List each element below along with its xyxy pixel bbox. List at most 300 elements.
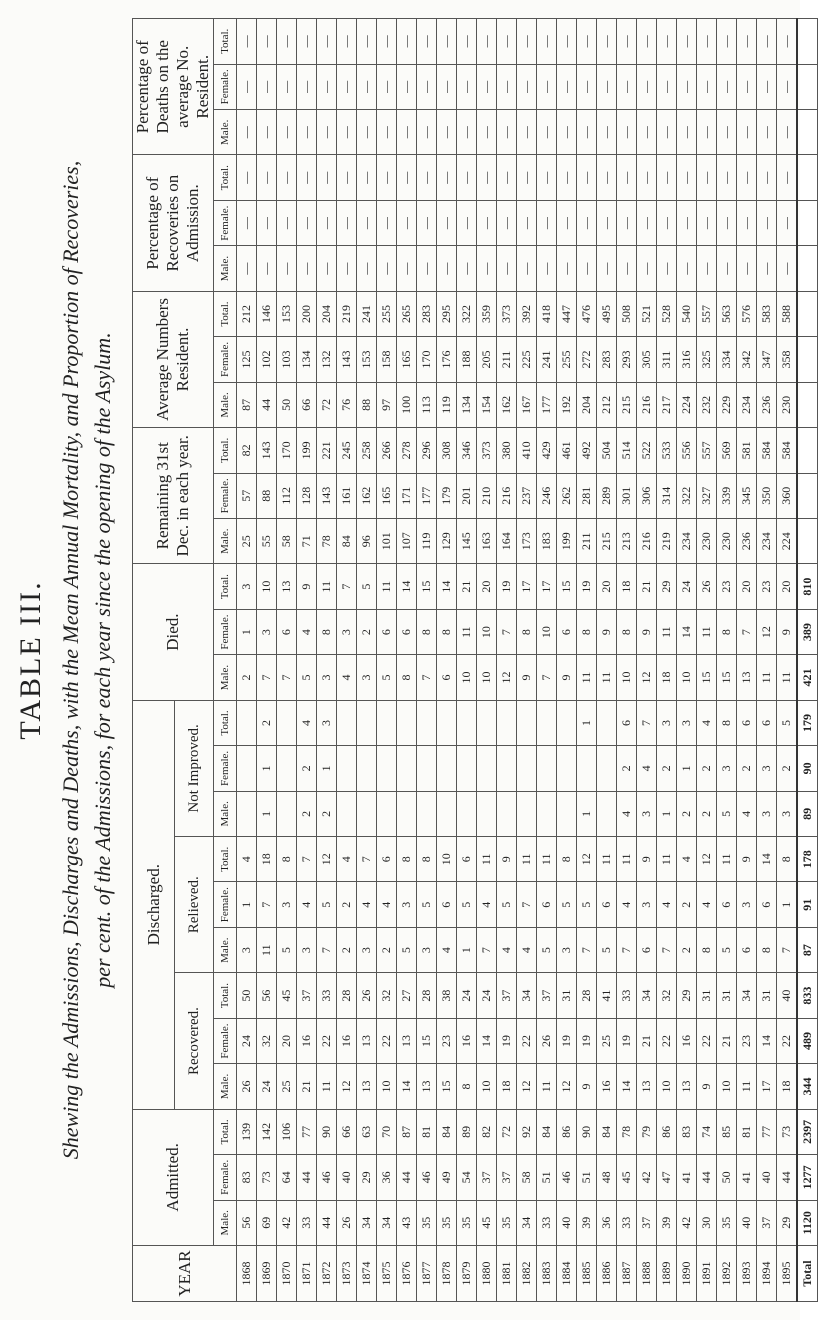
value-cell: 289 — [597, 473, 617, 518]
value-cell: 31 — [757, 973, 777, 1018]
value-cell: 84 — [437, 1109, 457, 1154]
value-cell: 514 — [617, 428, 637, 473]
value-cell: 103 — [277, 337, 297, 382]
value-cell: — — [697, 246, 717, 291]
value-cell: 4 — [477, 882, 497, 927]
value-cell: 241 — [537, 337, 557, 382]
value-cell: — — [257, 19, 277, 65]
value-cell — [417, 791, 437, 836]
value-cell: — — [637, 19, 657, 65]
value-cell: — — [417, 64, 437, 109]
value-cell: 2 — [737, 746, 757, 791]
value-cell: 17 — [757, 1064, 777, 1109]
value-cell: 36 — [377, 1155, 397, 1200]
value-cell: 78 — [317, 519, 337, 564]
value-cell: 33 — [297, 1200, 317, 1245]
col-total: Total. — [214, 1109, 237, 1154]
year-cell: 1883 — [537, 1246, 557, 1302]
value-cell: — — [237, 200, 257, 245]
value-cell: 224 — [777, 519, 798, 564]
value-cell: 86 — [557, 1109, 577, 1154]
value-cell: 314 — [657, 473, 677, 518]
value-cell: 72 — [497, 1109, 517, 1154]
value-cell: 211 — [577, 519, 597, 564]
value-cell: 134 — [297, 337, 317, 382]
value-cell: 170 — [277, 428, 297, 473]
value-cell: 6 — [737, 927, 757, 972]
value-cell: 204 — [317, 291, 337, 336]
value-cell: — — [717, 64, 737, 109]
value-cell: 15 — [717, 655, 737, 700]
value-cell: 4 — [337, 837, 357, 882]
value-cell: 43 — [397, 1200, 417, 1245]
value-cell: — — [377, 64, 397, 109]
col-total: Total. — [214, 19, 237, 65]
value-cell: 522 — [637, 428, 657, 473]
col-admitted: Admitted. — [133, 1109, 214, 1245]
value-cell: 35 — [717, 1200, 737, 1245]
value-cell: 584 — [777, 428, 798, 473]
value-cell: — — [757, 110, 777, 155]
value-cell: — — [457, 64, 477, 109]
col-male: Male. — [214, 1200, 237, 1245]
value-cell: — — [357, 64, 377, 109]
value-cell: 10 — [457, 655, 477, 700]
value-cell: 557 — [697, 291, 717, 336]
value-cell: — — [357, 110, 377, 155]
value-cell: — — [697, 64, 717, 109]
value-cell: 234 — [677, 519, 697, 564]
value-cell: 305 — [637, 337, 657, 382]
value-cell: — — [597, 64, 617, 109]
value-cell: 88 — [357, 382, 377, 427]
value-cell: 23 — [737, 1018, 757, 1063]
col-died: Died. — [133, 564, 214, 700]
value-cell: 11 — [317, 564, 337, 609]
value-cell: 90 — [317, 1109, 337, 1154]
value-cell: 3 — [357, 927, 377, 972]
value-cell: 11 — [257, 927, 277, 972]
value-cell: 28 — [417, 973, 437, 1018]
value-cell: 20 — [277, 1018, 297, 1063]
value-cell: 45 — [277, 973, 297, 1018]
value-cell: 82 — [237, 428, 257, 473]
value-cell: 24 — [257, 1064, 277, 1109]
table-row — [237, 19, 257, 1302]
value-cell: 13 — [677, 1064, 697, 1109]
total-cell — [797, 246, 818, 291]
value-cell: 504 — [597, 428, 617, 473]
value-cell: — — [537, 155, 557, 200]
col-total: Total. — [214, 564, 237, 609]
value-cell: 37 — [477, 1155, 497, 1200]
value-cell: — — [297, 64, 317, 109]
table-row — [257, 19, 277, 1302]
value-cell: 14 — [477, 1018, 497, 1063]
total-cell: 90 — [797, 746, 818, 791]
value-cell: — — [437, 246, 457, 291]
value-cell: 57 — [237, 473, 257, 518]
value-cell: 74 — [697, 1109, 717, 1154]
value-cell: — — [397, 110, 417, 155]
col-female: Female. — [214, 609, 237, 654]
total-cell: 389 — [797, 609, 818, 654]
value-cell: 145 — [457, 519, 477, 564]
col-total: Total. — [214, 973, 237, 1018]
totals-row — [797, 19, 818, 1302]
value-cell: 34 — [637, 973, 657, 1018]
year-cell: 1878 — [437, 1246, 457, 1302]
value-cell: 2 — [337, 882, 357, 927]
value-cell: 18 — [657, 655, 677, 700]
value-cell: 36 — [597, 1200, 617, 1245]
value-cell: 293 — [617, 337, 637, 382]
value-cell: 418 — [537, 291, 557, 336]
value-cell: 40 — [777, 973, 798, 1018]
value-cell: — — [557, 64, 577, 109]
value-cell: 11 — [697, 609, 717, 654]
value-cell: 1 — [257, 746, 277, 791]
value-cell: 11 — [757, 655, 777, 700]
statistics-table — [132, 18, 818, 1302]
value-cell: — — [497, 200, 517, 245]
value-cell: 8 — [317, 609, 337, 654]
value-cell: 35 — [497, 1200, 517, 1245]
value-cell: — — [417, 19, 437, 65]
value-cell: — — [397, 19, 417, 65]
value-cell: 224 — [677, 382, 697, 427]
value-cell: 51 — [537, 1155, 557, 1200]
value-cell: 2 — [677, 927, 697, 972]
table-row — [717, 19, 737, 1302]
value-cell: 278 — [397, 428, 417, 473]
value-cell: 2 — [237, 655, 257, 700]
value-cell: 7 — [337, 564, 357, 609]
value-cell: 84 — [537, 1109, 557, 1154]
value-cell: 19 — [617, 1018, 637, 1063]
value-cell: 13 — [357, 1064, 377, 1109]
value-cell: 11 — [577, 655, 597, 700]
value-cell: — — [617, 246, 637, 291]
value-cell: — — [397, 64, 417, 109]
value-cell: 3 — [317, 655, 337, 700]
value-cell: 55 — [257, 519, 277, 564]
value-cell: 540 — [677, 291, 697, 336]
value-cell: 84 — [597, 1109, 617, 1154]
value-cell: 51 — [577, 1155, 597, 1200]
value-cell: 583 — [757, 291, 777, 336]
value-cell: 143 — [317, 473, 337, 518]
value-cell: 316 — [677, 337, 697, 382]
value-cell: 7 — [357, 837, 377, 882]
value-cell: 1 — [237, 609, 257, 654]
value-cell: 45 — [617, 1155, 637, 1200]
value-cell — [597, 700, 617, 745]
value-cell: 192 — [557, 382, 577, 427]
value-cell: — — [477, 19, 497, 65]
value-cell: 447 — [557, 291, 577, 336]
value-cell: 86 — [657, 1109, 677, 1154]
value-cell: 380 — [497, 428, 517, 473]
total-cell — [797, 473, 818, 518]
value-cell: 5 — [577, 882, 597, 927]
value-cell: 255 — [377, 291, 397, 336]
value-cell: 2 — [777, 746, 798, 791]
value-cell: 22 — [517, 1018, 537, 1063]
value-cell: 205 — [477, 337, 497, 382]
value-cell: 3 — [317, 700, 337, 745]
value-cell: 176 — [437, 337, 457, 382]
value-cell: — — [737, 110, 757, 155]
value-cell: 265 — [397, 291, 417, 336]
year-cell: 1870 — [277, 1246, 297, 1302]
table-row — [757, 19, 777, 1302]
value-cell: — — [777, 19, 798, 65]
value-cell: 217 — [657, 382, 677, 427]
value-cell: 146 — [257, 291, 277, 336]
value-cell: 88 — [257, 473, 277, 518]
value-cell: — — [517, 110, 537, 155]
value-cell: — — [757, 19, 777, 65]
value-cell: 101 — [377, 519, 397, 564]
value-cell: 576 — [737, 291, 757, 336]
value-cell: 44 — [777, 1155, 798, 1200]
value-cell: 6 — [757, 700, 777, 745]
value-cell: 219 — [657, 519, 677, 564]
value-cell: 7 — [417, 655, 437, 700]
value-cell: — — [617, 64, 637, 109]
value-cell: 79 — [637, 1109, 657, 1154]
value-cell: 16 — [457, 1018, 477, 1063]
value-cell: 3 — [277, 882, 297, 927]
value-cell: 9 — [697, 1064, 717, 1109]
value-cell: 22 — [657, 1018, 677, 1063]
value-cell: 322 — [457, 291, 477, 336]
total-cell — [797, 19, 818, 65]
value-cell: 225 — [517, 337, 537, 382]
value-cell: 212 — [237, 291, 257, 336]
value-cell: 521 — [637, 291, 657, 336]
value-cell: 2 — [697, 746, 717, 791]
value-cell: 11 — [737, 1064, 757, 1109]
value-cell: 360 — [777, 473, 798, 518]
value-cell: 258 — [357, 428, 377, 473]
value-cell: — — [397, 155, 417, 200]
value-cell: 6 — [377, 609, 397, 654]
value-cell: 32 — [257, 1018, 277, 1063]
value-cell: — — [337, 246, 357, 291]
value-cell — [437, 746, 457, 791]
value-cell: 3 — [557, 927, 577, 972]
value-cell — [397, 746, 417, 791]
value-cell: — — [377, 19, 397, 65]
col-pct-deaths: Percentage of Deaths on the average No. Resident. — [133, 19, 214, 156]
value-cell: 143 — [257, 428, 277, 473]
table-row — [297, 19, 317, 1302]
value-cell: 283 — [417, 291, 437, 336]
value-cell: 8 — [617, 609, 637, 654]
value-cell: — — [337, 155, 357, 200]
value-cell: 347 — [757, 337, 777, 382]
value-cell: 54 — [457, 1155, 477, 1200]
value-cell: 10 — [537, 609, 557, 654]
value-cell: 306 — [637, 473, 657, 518]
value-cell: — — [757, 64, 777, 109]
col-relieved: Relieved. — [175, 837, 214, 973]
value-cell: — — [297, 110, 317, 155]
value-cell: 21 — [717, 1018, 737, 1063]
value-cell: 9 — [637, 609, 657, 654]
value-cell: 6 — [437, 655, 457, 700]
col-female: Female. — [214, 1018, 237, 1063]
value-cell: 44 — [297, 1155, 317, 1200]
value-cell: 533 — [657, 428, 677, 473]
value-cell: — — [577, 200, 597, 245]
year-cell: 1879 — [457, 1246, 477, 1302]
value-cell: — — [677, 200, 697, 245]
value-cell: 42 — [277, 1200, 297, 1245]
value-cell: 216 — [497, 473, 517, 518]
value-cell: 8 — [717, 700, 737, 745]
value-cell: 31 — [557, 973, 577, 1018]
value-cell: — — [577, 64, 597, 109]
value-cell: 20 — [597, 564, 617, 609]
value-cell: — — [237, 19, 257, 65]
col-year: YEAR — [133, 1246, 237, 1302]
value-cell: — — [237, 64, 257, 109]
value-cell: 15 — [437, 1064, 457, 1109]
value-cell: 15 — [417, 564, 437, 609]
year-cell: 1869 — [257, 1246, 277, 1302]
value-cell: 3 — [777, 791, 798, 836]
value-cell: 66 — [297, 382, 317, 427]
total-cell: 489 — [797, 1018, 818, 1063]
value-cell: 41 — [677, 1155, 697, 1200]
value-cell: — — [737, 155, 757, 200]
value-cell: 23 — [437, 1018, 457, 1063]
value-cell: — — [537, 19, 557, 65]
value-cell: 11 — [617, 837, 637, 882]
value-cell: 22 — [697, 1018, 717, 1063]
value-cell: 4 — [297, 700, 317, 745]
col-total: Total. — [214, 291, 237, 336]
value-cell: 14 — [757, 837, 777, 882]
value-cell: 12 — [317, 837, 337, 882]
value-cell — [377, 791, 397, 836]
value-cell: 350 — [757, 473, 777, 518]
value-cell: 25 — [237, 519, 257, 564]
value-cell: — — [297, 155, 317, 200]
value-cell: 216 — [637, 519, 657, 564]
col-female: Female. — [214, 746, 237, 791]
value-cell: 22 — [317, 1018, 337, 1063]
total-cell: 833 — [797, 973, 818, 1018]
value-cell: 6 — [377, 837, 397, 882]
value-cell: 5 — [717, 791, 737, 836]
value-cell: 5 — [497, 882, 517, 927]
col-male: Male. — [214, 246, 237, 291]
value-cell: — — [257, 64, 277, 109]
value-cell: 179 — [437, 473, 457, 518]
total-cell — [797, 155, 818, 200]
value-cell: 73 — [257, 1155, 277, 1200]
value-cell: 236 — [757, 382, 777, 427]
value-cell: — — [697, 155, 717, 200]
value-cell: 14 — [397, 564, 417, 609]
value-cell: 125 — [237, 337, 257, 382]
value-cell: 33 — [537, 1200, 557, 1245]
value-cell: — — [417, 155, 437, 200]
value-cell: — — [677, 246, 697, 291]
value-cell: 58 — [517, 1155, 537, 1200]
value-cell: — — [537, 64, 557, 109]
value-cell: 3 — [337, 609, 357, 654]
value-cell: 188 — [457, 337, 477, 382]
value-cell: 90 — [577, 1109, 597, 1154]
value-cell — [457, 791, 477, 836]
value-cell: — — [597, 200, 617, 245]
value-cell: 296 — [417, 428, 437, 473]
value-cell: 20 — [737, 564, 757, 609]
value-cell — [477, 746, 497, 791]
value-cell: 32 — [657, 973, 677, 1018]
value-cell: 3 — [637, 791, 657, 836]
value-cell: 10 — [477, 655, 497, 700]
value-cell: 12 — [697, 837, 717, 882]
value-cell: — — [597, 246, 617, 291]
value-cell: 23 — [717, 564, 737, 609]
value-cell: — — [717, 110, 737, 155]
value-cell: — — [617, 200, 637, 245]
value-cell: 7 — [657, 927, 677, 972]
value-cell: 19 — [497, 564, 517, 609]
value-cell: — — [777, 64, 798, 109]
value-cell: 3 — [637, 882, 657, 927]
value-cell: 339 — [717, 473, 737, 518]
value-cell: — — [377, 155, 397, 200]
value-cell: — — [237, 110, 257, 155]
value-cell: — — [377, 246, 397, 291]
value-cell: — — [737, 19, 757, 65]
value-cell — [357, 791, 377, 836]
value-cell — [537, 746, 557, 791]
value-cell: 584 — [757, 428, 777, 473]
value-cell: 45 — [477, 1200, 497, 1245]
value-cell — [437, 791, 457, 836]
value-cell: 183 — [537, 519, 557, 564]
value-cell: — — [277, 64, 297, 109]
value-cell: 34 — [517, 1200, 537, 1245]
value-cell: 241 — [357, 291, 377, 336]
value-cell: 4 — [657, 882, 677, 927]
value-cell: 9 — [517, 655, 537, 700]
value-cell — [497, 791, 517, 836]
value-cell: — — [437, 110, 457, 155]
table-body — [237, 19, 818, 1302]
value-cell: 563 — [717, 291, 737, 336]
value-cell: 255 — [557, 337, 577, 382]
value-cell — [417, 700, 437, 745]
value-cell: — — [497, 155, 517, 200]
value-cell: 12 — [517, 1064, 537, 1109]
value-cell: 171 — [397, 473, 417, 518]
table-subtitle-line2: per cent. of the Admissions, for each year since the opening of the Asylum. — [90, 332, 115, 988]
value-cell: 1 — [457, 927, 477, 972]
value-cell: 37 — [497, 973, 517, 1018]
value-cell — [377, 746, 397, 791]
value-cell: — — [517, 155, 537, 200]
value-cell: 221 — [317, 428, 337, 473]
